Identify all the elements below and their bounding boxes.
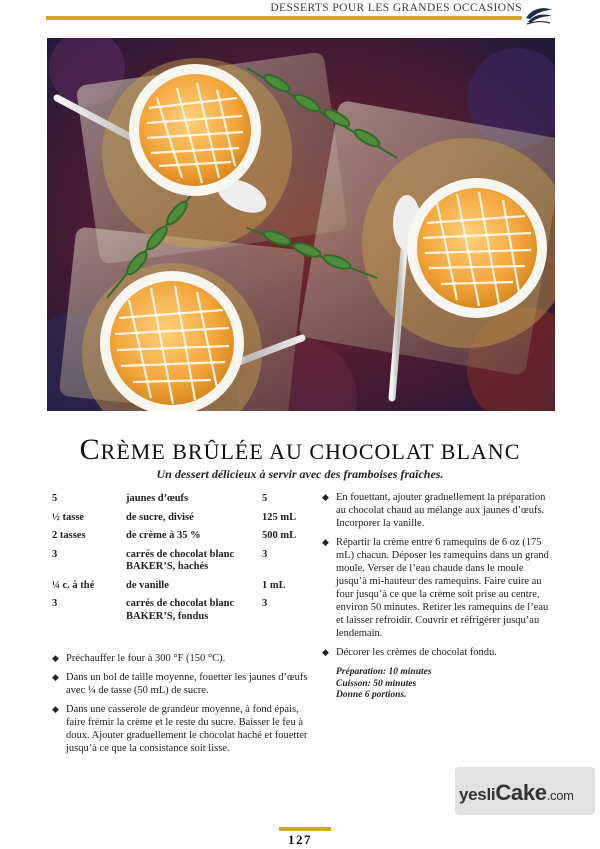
ingredient-row — [52, 598, 314, 623]
ingredient-name: de crème à 35 % — [126, 530, 201, 541]
ingredients-list — [52, 493, 314, 629]
recipe-step — [52, 703, 310, 755]
watermark-part2: Cake — [495, 780, 547, 805]
step-text: Décorer les crèmes de chocolat fondu. — [336, 647, 497, 658]
ingredient-qty: 3 — [52, 598, 58, 609]
ingredient-qty: 5 — [52, 493, 58, 504]
ingredient-qty: ½ tasse — [52, 511, 85, 523]
ingredient-metric: 3 — [262, 598, 268, 609]
recipe-subtitle: Un dessert délicieux à servir avec des framboises fraîches. — [156, 467, 444, 481]
watermark-part1: yesli — [459, 785, 496, 804]
ingredient-name: carrés de chocolat blanc BAKER’S, fondus — [126, 598, 235, 622]
ingredient-row — [52, 512, 314, 525]
header-rule — [46, 16, 522, 20]
preparation-info — [336, 667, 432, 702]
recipe-title — [0, 433, 600, 467]
diamond-bullet-icon: ◆ — [52, 653, 59, 663]
ingredient-metric: 3 — [262, 548, 268, 560]
recipe-step — [322, 646, 554, 659]
ingredient-name: jaunes d’œufs — [126, 493, 189, 504]
ingredient-row — [52, 493, 314, 506]
leaf-swirl-icon — [524, 4, 554, 26]
ingredient-qty: ¼ c. à thé — [52, 579, 95, 591]
cooking-time: Cuisson: 50 minutes — [336, 678, 417, 689]
ingredient-qty: 2 tasses — [52, 530, 86, 541]
steps-right-column — [322, 491, 554, 665]
diamond-bullet-icon: ◆ — [322, 492, 329, 502]
diamond-bullet-icon: ◆ — [52, 704, 59, 714]
recipe-step — [322, 491, 554, 530]
watermark-part3: .com — [546, 788, 574, 803]
step-text: Préchauffer le four à 300 °F (150 °C). — [66, 653, 226, 664]
watermark-logo — [455, 767, 595, 815]
section-title: DESSERTS POUR LES GRANDES OCCASIONS — [270, 2, 522, 14]
recipe-step — [322, 536, 554, 640]
step-text: Répartir la crème entre 6 ramequins de 6 oz (175 mL) chacun. Déposer les ramequins dans un grand moule. Verser de l’eau chaude dans le moule jusqu’à mi-hauteur des ramequins. Faire cuire au four jusqu’à ce que la crème soit prise au centre, environ 50 minutes. Retirer les ramequins de l’eau et laisser refroidir. Couvrir et réfrigérer jusqu’au lendemain. — [336, 537, 549, 639]
ingredient-row — [52, 530, 314, 543]
steps-left-column — [52, 652, 310, 761]
recipe-step — [52, 652, 310, 665]
step-text: Dans un bol de taille moyenne, fouetter les jaunes d’œufs avec ¼ de tasse (50 mL) de sucre. — [66, 672, 308, 696]
ingredient-metric: 1 mL — [262, 579, 286, 591]
recipe-step — [52, 671, 310, 697]
diamond-bullet-icon: ◆ — [52, 672, 59, 682]
ingredient-name: carrés de chocolat blanc BAKER’S, hachés — [126, 548, 235, 572]
page-number-rule — [279, 827, 331, 831]
ingredient-metric: 5 — [262, 493, 268, 504]
ingredient-row — [52, 580, 314, 593]
ingredient-row — [52, 549, 314, 574]
step-text: Dans une casserole de grandeur moyenne, à fond épais, faire frémir la crème et le reste du sucre. Baisser le feu à doux. Ajouter graduellement le chocolat haché et fouetter jusqu’à ce que la consistance soit lisse. — [66, 704, 308, 754]
ingredient-metric: 125 mL — [262, 511, 297, 523]
diamond-bullet-icon: ◆ — [322, 537, 329, 547]
creme-brulee-photo — [47, 38, 555, 411]
ingredient-name: de sucre, divisé — [126, 511, 194, 523]
servings: Donne 6 portions. — [336, 690, 407, 700]
diamond-bullet-icon: ◆ — [322, 647, 329, 657]
title-initial: C — [79, 433, 101, 466]
ingredient-qty: 3 — [52, 548, 58, 560]
ingredient-metric: 500 mL — [262, 530, 297, 541]
ingredient-name: de vanille — [126, 579, 169, 591]
title-text: RÈME BRÛLÉE AU CHOCOLAT BLANC — [100, 439, 521, 464]
step-text: En fouettant, ajouter graduellement la préparation au chocolat chaud au mélange aux jaunes d’œufs. Incorporer la vanille. — [336, 492, 546, 529]
preparation-time: Préparation: 10 minutes — [336, 667, 432, 677]
page-number: 127 — [288, 832, 312, 847]
